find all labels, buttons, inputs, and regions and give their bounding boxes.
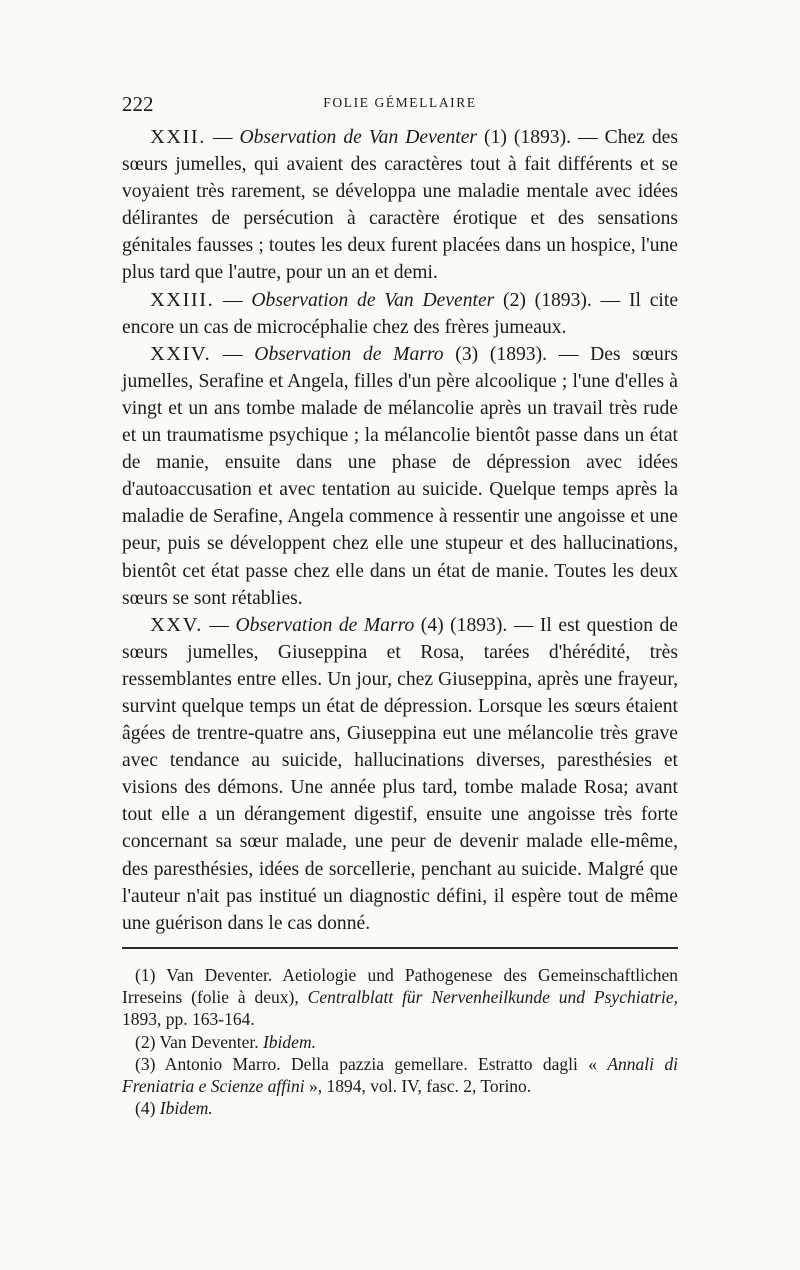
observation-reference: (4) (1893). — [414,614,540,636]
footnote-text-after: », 1894, vol. IV, fasc. 2, Torino. [304,1076,532,1097]
page-header [122,92,678,118]
body-text [122,124,678,937]
observation-numeral: XXII. [150,126,206,148]
footnote-text: Van Deventer. Aetiologie und Pathogenese des Gemeinschaftlichen Irreseins (folie à deux), [122,965,678,1008]
observation-xxiv [122,341,678,612]
observation-xxv [122,612,678,937]
observation-text: Chez des sœurs jumelles, qui avaient des caractères tout à fait différents et se voyaient très rarement, se développa une maladie mentale avec idées délirantes de persécution à caractère érotique et des sensations génitales fausses ; toutes les deux furent placées dans un hospice, l'une plus tard que l'autre, pour un an et demi. [122,127,679,284]
observation-reference: (3) (1893). — [443,343,591,365]
footnotes [122,964,678,1119]
footnote-4 [122,1097,678,1119]
observation-title: Observation de Marro [235,614,415,636]
footnote-mark: (2) [135,1031,156,1052]
footnote-italic: Annali di Freniatria e Scienze affini [122,1053,678,1097]
observation-numeral: XXIII. [150,288,215,311]
dash: — [202,614,236,636]
footnote-text-after: 1893, pp. 163-164. [122,1009,255,1030]
observation-numeral: XXV. [150,613,203,636]
footnote-text: Antonio Marro. Della pazzia gemellare. Estratto dagli « [155,1053,608,1074]
footnote-divider [122,947,678,949]
footnote-1 [122,964,678,1031]
observation-title: Observation de Van Deventer [251,289,495,311]
observation-numeral: XXIV. [150,342,212,365]
dash: — [205,127,240,148]
footnote-italic: Centralblatt für Nervenheilkunde und Psychiatrie, [307,987,678,1008]
dash: — [214,289,252,311]
observation-xxii [122,124,678,287]
footnote-mark: (3) [135,1053,156,1074]
observation-xxiii [122,287,678,341]
footnote-mark: (1) [135,965,156,985]
footnote-2 [122,1031,678,1053]
dash: — [211,343,255,365]
footnote-italic: Ibidem. [159,1098,213,1119]
observation-text: Il cite encore un cas de microcéphalie chez des frères jumeaux. [122,289,679,338]
footnote-mark: (4) [135,1098,156,1119]
observation-text: Il est question de sœurs jumelles, Giuseppina et Rosa, tarées d'hérédité, très ressemblantes entre elles. Un jour, chez Giuseppina, après une frayeur, survint quelque temps un état de dépression. Lorsque les sœurs étaient âgées de trentre-quatre ans, Giuseppina eut une mélancolie très grave avec tendance au suicide, hallucinations diverses, paresthésies et visions des démons. Une année plus tard, tombe malade Rosa; avant tout elle a un dérangement digestif, ensuite une angoisse très forte concernant sa sœur malade, une peur de devenir malade elle-même, des paresthésies, idées de sorcellerie, penchant au suicide. Malgré que l'auteur n'ait pas institué un diagnostic défini, il espère tout de même une guérison dans le cas donné. [122,614,678,934]
page-number: 222 [122,92,154,116]
footnote-text: Van Deventer. [155,1031,263,1052]
observation-reference: (2) (1893). — [494,289,629,311]
observation-title: Observation de Marro [254,343,444,365]
footnote-3 [122,1053,678,1097]
footnote-italic: Ibidem. [262,1031,316,1052]
observation-title: Observation de Van Deventer [239,127,478,148]
observation-text: Des sœurs jumelles, Serafine et Angela, filles d'un père alcoolique ; l'une d'elles à vingt et un ans tombe malade de mélancolie après un travail très rude et un traumatisme psychique ; la mélancolie bientôt passe dans un état de manie, ensuite dans une phase de dépression avec idées d'autoaccusation et avec tentation au suicide. Quelque temps après la maladie de Serafine, Angela commence à ressentir une angoisse et une peur, puis se développent chez elle une stupeur et des hallucinations, bientôt cet état passe chez elle dans un état de manie. Toutes les deux sœurs se sont rétablies. [122,343,679,609]
running-title: FOLIE GÉMELLAIRE [323,95,477,110]
observation-reference: (1) (1893). — [477,127,605,148]
